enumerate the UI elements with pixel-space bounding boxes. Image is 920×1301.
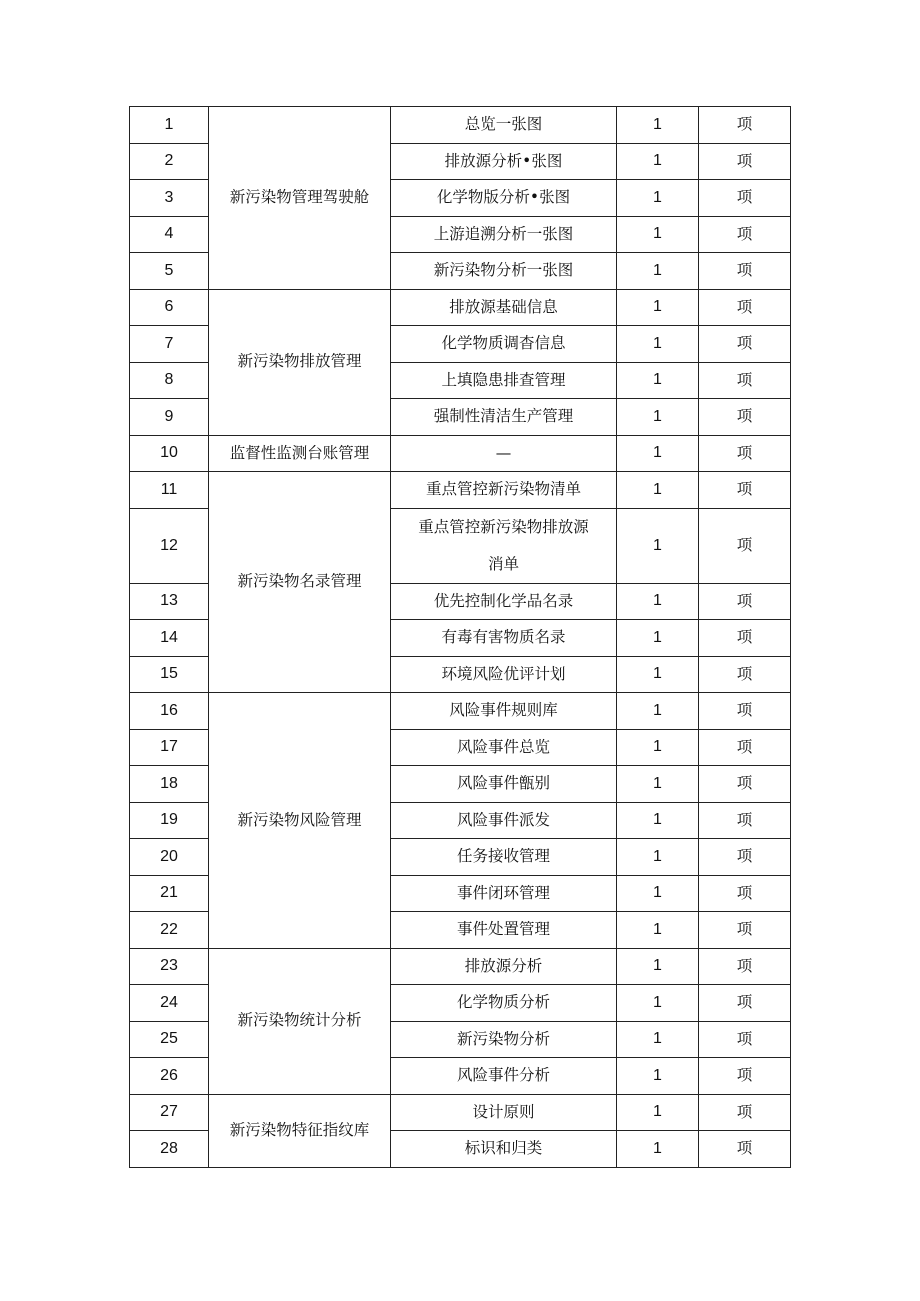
quantity-cell: 1 (617, 1131, 699, 1168)
quantity-cell: 1 (617, 948, 699, 985)
item-cell: — (391, 435, 617, 472)
item-cell: 化学物质分析 (391, 985, 617, 1022)
quantity-cell: 1 (617, 399, 699, 436)
quantity-cell: 1 (617, 143, 699, 180)
item-cell: 化学物质调杳信息 (391, 326, 617, 363)
row-number: 16 (130, 693, 209, 730)
unit-cell: 项 (699, 729, 791, 766)
item-cell: 新污染物分析一张图 (391, 253, 617, 290)
table-row (130, 1094, 791, 1131)
unit-cell: 项 (699, 912, 791, 949)
item-cell: 总览一张图 (391, 107, 617, 144)
category-cell: 新污染物排放管理 (209, 289, 391, 435)
row-number: 7 (130, 326, 209, 363)
table-row (130, 107, 791, 144)
row-number: 19 (130, 802, 209, 839)
row-number: 5 (130, 253, 209, 290)
quantity-cell: 1 (617, 729, 699, 766)
table-row (130, 435, 791, 472)
unit-cell: 项 (699, 362, 791, 399)
unit-cell: 项 (699, 693, 791, 730)
quantity-cell: 1 (617, 1058, 699, 1095)
item-cell: 事件闭环管理 (391, 875, 617, 912)
unit-cell: 项 (699, 839, 791, 876)
row-number: 10 (130, 435, 209, 472)
item-cell: 强制性清洁生产管理 (391, 399, 617, 436)
quantity-cell: 1 (617, 508, 699, 583)
quantity-cell: 1 (617, 839, 699, 876)
row-number: 27 (130, 1094, 209, 1131)
row-number: 14 (130, 620, 209, 657)
unit-cell: 项 (699, 1021, 791, 1058)
item-cell: 事件处置管理 (391, 912, 617, 949)
quantity-cell: 1 (617, 289, 699, 326)
unit-cell: 项 (699, 107, 791, 144)
quantity-cell: 1 (617, 802, 699, 839)
row-number: 3 (130, 180, 209, 217)
unit-cell: 项 (699, 1094, 791, 1131)
row-number: 12 (130, 508, 209, 583)
quantity-cell: 1 (617, 583, 699, 620)
unit-cell: 项 (699, 1131, 791, 1168)
row-number: 18 (130, 766, 209, 803)
item-cell: 环境风险优评计划 (391, 656, 617, 693)
unit-cell: 项 (699, 472, 791, 509)
item-cell: 任务接收管理 (391, 839, 617, 876)
row-number: 26 (130, 1058, 209, 1095)
unit-cell: 项 (699, 875, 791, 912)
quantity-cell: 1 (617, 620, 699, 657)
unit-cell: 项 (699, 326, 791, 363)
row-number: 1 (130, 107, 209, 144)
item-cell: 风险事件甑别 (391, 766, 617, 803)
quantity-cell: 1 (617, 985, 699, 1022)
quantity-cell: 1 (617, 912, 699, 949)
table-row (130, 693, 791, 730)
quantity-cell: 1 (617, 1094, 699, 1131)
unit-cell: 项 (699, 143, 791, 180)
item-cell: 排放源基础信息 (391, 289, 617, 326)
item-cell: 重点管控新污染物清单 (391, 472, 617, 509)
row-number: 28 (130, 1131, 209, 1168)
unit-cell: 项 (699, 766, 791, 803)
item-cell: 上游追溯分析一张图 (391, 216, 617, 253)
row-number: 15 (130, 656, 209, 693)
unit-cell: 项 (699, 802, 791, 839)
unit-cell: 项 (699, 1058, 791, 1095)
row-number: 20 (130, 839, 209, 876)
item-cell: 风险事件派发 (391, 802, 617, 839)
unit-cell: 项 (699, 435, 791, 472)
item-cell: 排放源分析•张图 (391, 143, 617, 180)
item-cell: 标识和归类 (391, 1131, 617, 1168)
item-cell: 优先控制化学品名录 (391, 583, 617, 620)
unit-cell: 项 (699, 399, 791, 436)
unit-cell: 项 (699, 508, 791, 583)
item-table (129, 106, 791, 1168)
row-number: 9 (130, 399, 209, 436)
unit-cell: 项 (699, 216, 791, 253)
row-number: 8 (130, 362, 209, 399)
table-row (130, 289, 791, 326)
item-line-2: 消单 (487, 554, 519, 573)
row-number: 2 (130, 143, 209, 180)
quantity-cell: 1 (617, 180, 699, 217)
item-cell: 有毒有害物质名录 (391, 620, 617, 657)
unit-cell: 项 (699, 289, 791, 326)
item-cell: 风险事件规则库 (391, 693, 617, 730)
item-cell: 排放源分析 (391, 948, 617, 985)
row-number: 13 (130, 583, 209, 620)
item-cell (391, 508, 617, 583)
item-cell: 风险事件分析 (391, 1058, 617, 1095)
quantity-cell: 1 (617, 253, 699, 290)
quantity-cell: 1 (617, 875, 699, 912)
row-number: 22 (130, 912, 209, 949)
quantity-cell: 1 (617, 766, 699, 803)
table-row (130, 948, 791, 985)
category-cell: 新污染物管理驾驶舱 (209, 107, 391, 290)
unit-cell: 项 (699, 948, 791, 985)
quantity-cell: 1 (617, 216, 699, 253)
row-number: 6 (130, 289, 209, 326)
item-cell: 上填隐患排查管理 (391, 362, 617, 399)
unit-cell: 项 (699, 253, 791, 290)
quantity-cell: 1 (617, 656, 699, 693)
quantity-cell: 1 (617, 362, 699, 399)
category-cell: 新污染物统计分析 (209, 948, 391, 1094)
row-number: 21 (130, 875, 209, 912)
quantity-cell: 1 (617, 107, 699, 144)
row-number: 17 (130, 729, 209, 766)
unit-cell: 项 (699, 583, 791, 620)
table-row (130, 472, 791, 509)
quantity-cell: 1 (617, 326, 699, 363)
row-number: 23 (130, 948, 209, 985)
category-cell: 新污染物名录管理 (209, 472, 391, 693)
row-number: 4 (130, 216, 209, 253)
row-number: 24 (130, 985, 209, 1022)
item-cell: 化学物版分析•张图 (391, 180, 617, 217)
quantity-cell: 1 (617, 1021, 699, 1058)
item-cell: 设计原则 (391, 1094, 617, 1131)
row-number: 25 (130, 1021, 209, 1058)
unit-cell: 项 (699, 620, 791, 657)
quantity-cell: 1 (617, 693, 699, 730)
quantity-cell: 1 (617, 472, 699, 509)
row-number: 11 (130, 472, 209, 509)
unit-cell: 项 (699, 656, 791, 693)
quantity-cell: 1 (617, 435, 699, 472)
unit-cell: 项 (699, 985, 791, 1022)
category-cell: 监督性监测台账管理 (209, 435, 391, 472)
item-line-1: 重点管控新污染物排放源 (418, 517, 589, 536)
category-cell: 新污染物特征指纹库 (209, 1094, 391, 1167)
item-cell: 新污染物分析 (391, 1021, 617, 1058)
category-cell: 新污染物风险管理 (209, 693, 391, 949)
item-cell: 风险事件总览 (391, 729, 617, 766)
unit-cell: 项 (699, 180, 791, 217)
